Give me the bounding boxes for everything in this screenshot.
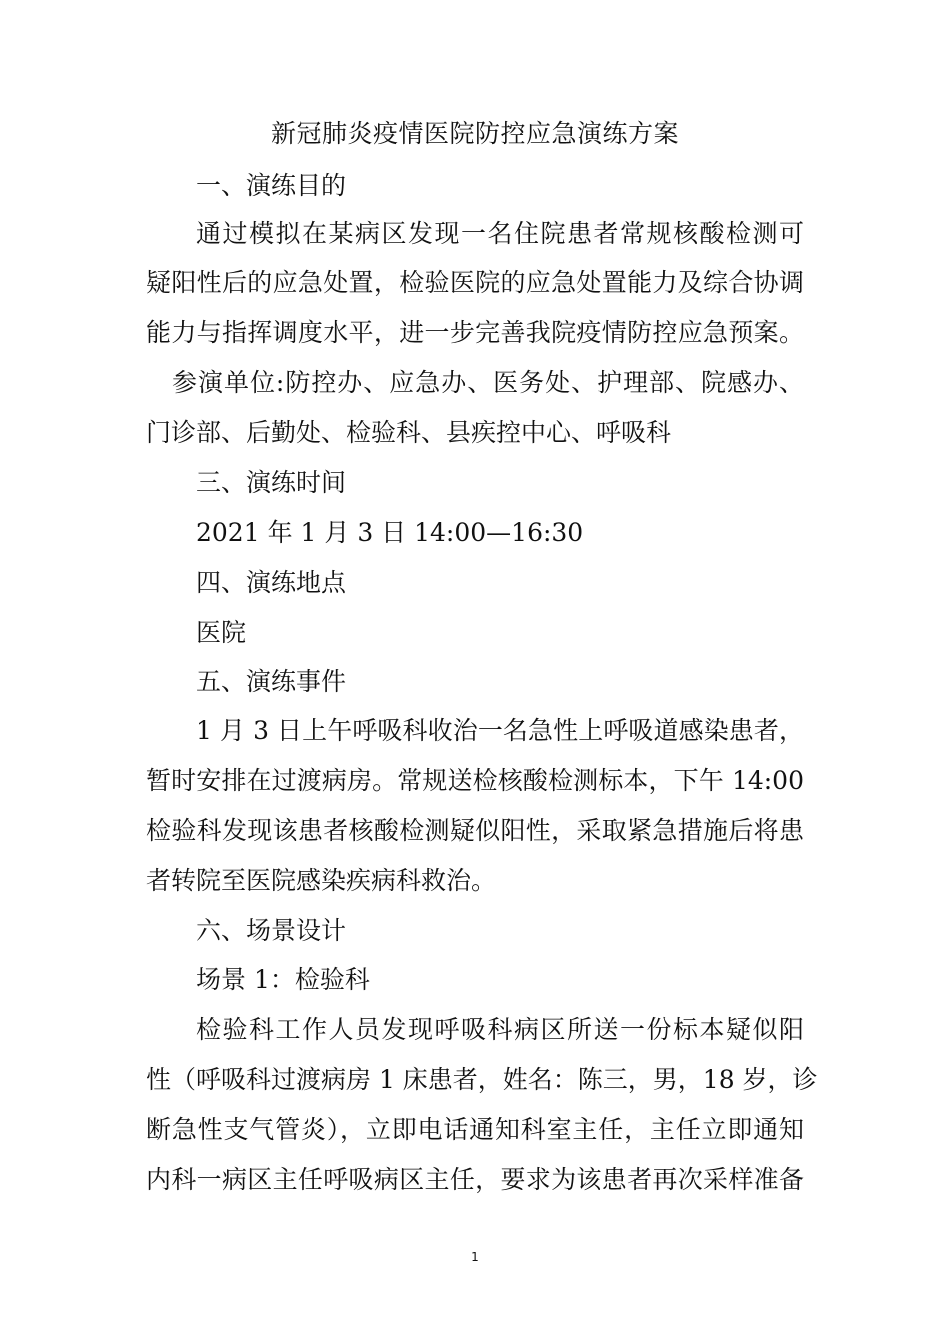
paragraph-line: 暂时安排在过渡病房。常规送检核酸检测标本，下午 14:00 [146,766,804,795]
paragraph-line: 断急性支气管炎），立即电话通知科室主任，主任立即通知 [146,1115,804,1144]
section-heading-time: 三、演练时间 [196,468,347,497]
paragraph-line: 者转院至医院感染疾病科救治。 [146,866,497,895]
paragraph-line: 能力与指挥调度水平，进一步完善我院疫情防控应急预案。 [146,318,804,347]
paragraph-line: 性（呼吸科过渡病房 1 床患者，姓名：陈三，男，18 岁，诊 [146,1065,818,1094]
document-title: 新冠肺炎疫情医院防控应急演练方案 [270,119,679,148]
subheading-scene-1: 场景 1：检验科 [196,965,370,994]
page-number: 1 [471,1250,479,1264]
paragraph-line: 参演单位:防控办、应急办、医务处、护理部、院感办、 [172,368,804,397]
paragraph-line: 门诊部、后勤处、检验科、县疾控中心、呼吸科 [146,418,672,447]
section-heading-scenario: 六、场景设计 [196,916,347,945]
paragraph-line: 内科一病区主任呼吸病区主任，要求为该患者再次采样准备 [146,1165,804,1194]
paragraph-line: 疑阳性后的应急处置，检验医院的应急处置能力及综合协调 [146,268,804,297]
section-heading-location: 四、演练地点 [196,568,347,597]
paragraph-line: 检验科发现该患者核酸检测疑似阳性，采取紧急措施后将患 [146,816,804,845]
paragraph-line: 通过模拟在某病区发现一名住院患者常规核酸检测可 [196,219,804,248]
paragraph-line: 检验科工作人员发现呼吸科病区所送一份标本疑似阳 [196,1015,804,1044]
paragraph-line: 医院 [196,618,247,647]
section-heading-purpose: 一、演练目的 [196,171,347,200]
section-heading-event: 五、演练事件 [196,667,347,696]
paragraph-line: 1 月 3 日上午呼吸科收治一名急性上呼吸道感染患者， [196,716,804,745]
paragraph-line: 2021 年 1 月 3 日 14:00—16:30 [196,518,584,547]
